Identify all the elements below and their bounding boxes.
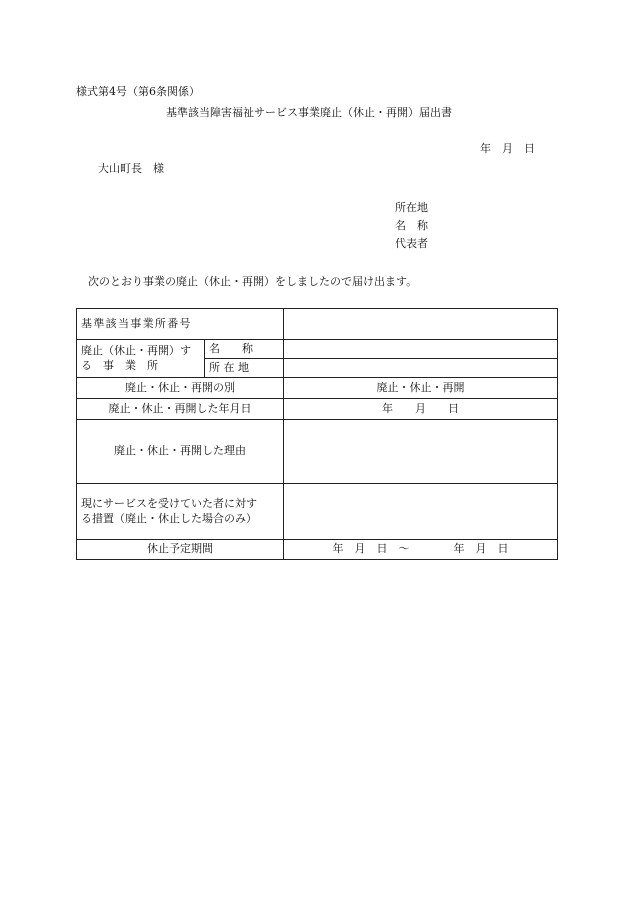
table-row	[77, 484, 558, 540]
form-number: 様式第4号（第6条関係）	[76, 85, 200, 98]
office-label	[77, 340, 205, 378]
period-label: 休止予定期間	[77, 540, 284, 560]
office-number-field[interactable]	[284, 309, 558, 340]
table-row	[77, 540, 558, 560]
table-row	[77, 399, 558, 420]
office-address-label: 所 在 地	[205, 359, 284, 378]
office-number-label: 基準該当事業所番号	[77, 309, 284, 340]
measures-field[interactable]	[284, 484, 558, 540]
table-row	[77, 309, 558, 340]
type-label: 廃止・休止・再開の別	[77, 378, 284, 399]
addressee: 大山町長 様	[98, 162, 164, 175]
applicant-representative-label: 代表者	[395, 237, 428, 250]
notification-table	[76, 308, 558, 560]
office-label-line2: る 事 業 所	[81, 358, 158, 372]
document-title: 基準該当障害福祉サービス事業廃止（休止・再開）届出書	[166, 106, 452, 119]
reason-field[interactable]	[284, 420, 558, 484]
period-value[interactable]: 年 月 日 ～ 年 月 日	[284, 540, 558, 560]
table-row	[77, 378, 558, 399]
intro-text: 次のとおり事業の廃止（休止・再開）をしましたので届け出ます。	[88, 275, 418, 288]
applicant-address-label: 所在地	[395, 201, 428, 214]
type-value[interactable]: 廃止・休止・再開	[284, 378, 558, 399]
table-row	[77, 420, 558, 484]
office-name-label: 名 称	[205, 340, 284, 359]
applicant-block	[395, 199, 428, 253]
table-row	[77, 340, 558, 359]
measures-label	[77, 484, 284, 540]
measures-label-line1: 現にサービスを受けていた者に対す	[81, 496, 257, 510]
measures-label-line2: る措置（廃止・休止した場合のみ）	[81, 511, 257, 525]
date-label: 廃止・休止・再開した年月日	[77, 399, 284, 420]
reason-label: 廃止・休止・再開した理由	[77, 420, 284, 484]
office-name-field[interactable]	[284, 340, 558, 359]
applicant-name-label: 名 称	[395, 219, 428, 232]
office-label-line1: 廃止（休止・再開）す	[81, 343, 191, 357]
date-value[interactable]: 年 月 日	[284, 399, 558, 420]
submission-date: 年 月 日	[480, 142, 535, 155]
office-address-field[interactable]	[284, 359, 558, 378]
